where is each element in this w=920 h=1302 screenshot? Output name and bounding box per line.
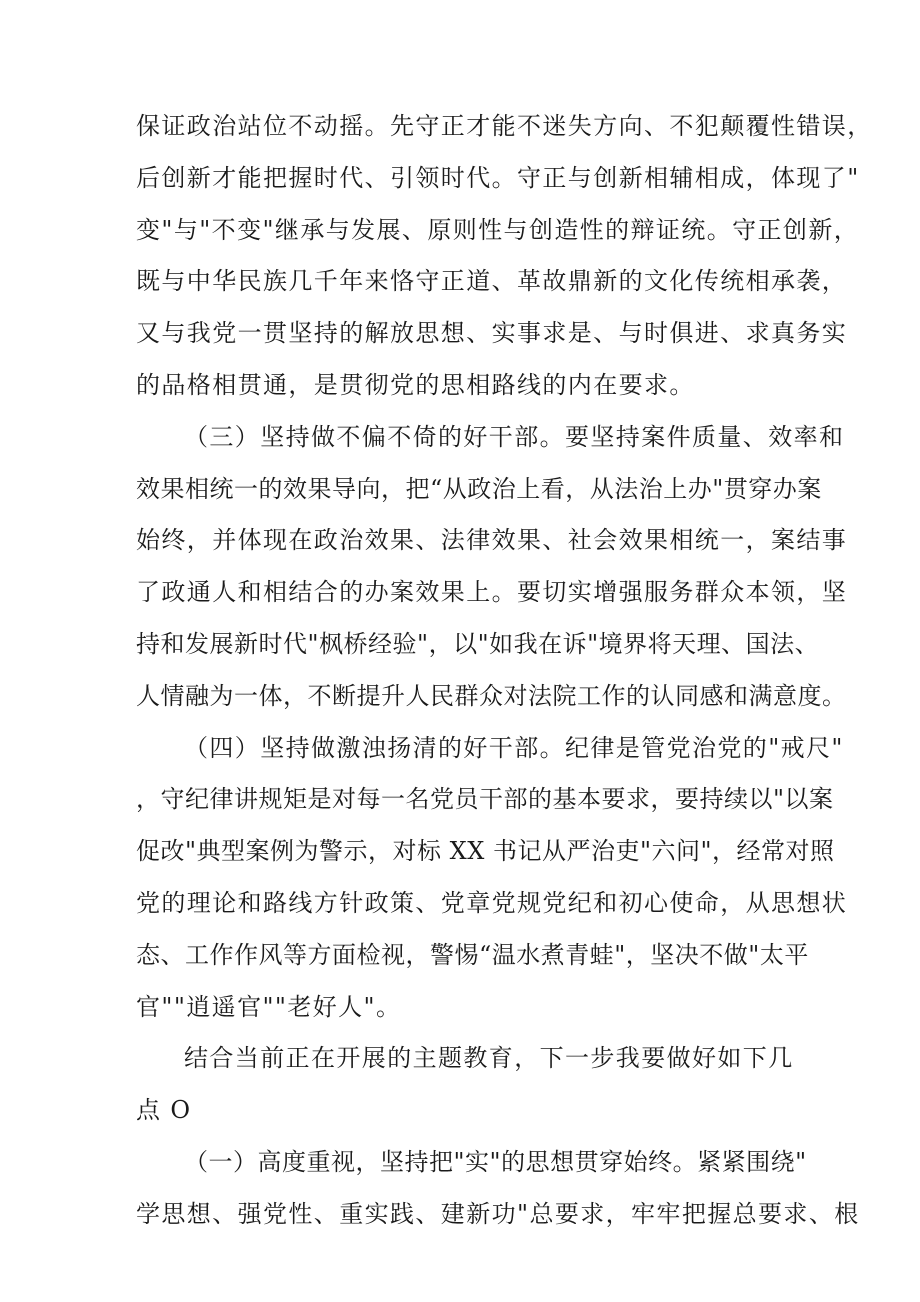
text-line: 点 O — [136, 1096, 192, 1124]
paragraph-heading-1: （一）高度重视，坚持把"实"的思想贯穿始终。紧紧围绕" — [184, 1148, 807, 1176]
text-line: 效果相统一的效果导向，把“从政治上看，从法治上办"贯穿办案 — [136, 475, 822, 503]
text-line: 官""逍遥官""老好人"。 — [136, 993, 402, 1021]
paragraph-heading-4: （四）坚持做激浊扬清的好干部。纪律是管党治党的"戒尺" — [184, 734, 844, 762]
text-line: 学思想、强党性、重实践、建新功"总要求，牢牢把握总要求、根 — [136, 1200, 860, 1228]
text-line: 变"与"不变"继承与发展、原则性与创造性的辩证统。守正创新， — [136, 216, 860, 244]
text-line: 又与我党一贯坚持的解放思想、实事求是、与时俱进、求真务实 — [136, 319, 848, 347]
text-line: ，守纪律讲规矩是对每一名党员干部的基本要求，要持续以"以案 — [136, 785, 834, 813]
text-line: 后创新才能把握时代、引领时代。守正与创新相辅相成，体现了" — [136, 164, 860, 192]
text-line: 始终，并体现在政治效果、法律效果、社会效果相统一，案结事 — [136, 526, 848, 554]
text-line: 持和发展新时代"枫桥经验"，以"如我在诉"境界将天理、国法、 — [136, 630, 820, 658]
text-line: 态、工作作风等方面检视，警惕“温水煮青蛙"，坚决不做"太平 — [136, 941, 809, 969]
text-line: 结合当前正在开展的主题教育，下一步我要做好如下几 — [184, 1044, 794, 1072]
text-line: 促改"典型案例为警示，对标 XX 书记从严治吏"六问"，经常对照 — [136, 837, 835, 865]
text-line: 了政通人和相结合的办案效果上。要切实增强服务群众本领，坚 — [136, 578, 848, 606]
text-line: 保证政治站位不动摇。先守正才能不迷失方向、不犯颠覆性错误， — [136, 112, 873, 140]
text-line: 既与中华民族几千年来恪守正道、革故鼎新的文化传统相承袭， — [136, 267, 848, 295]
text-line: 人情融为一体，不断提升人民群众对法院工作的认同感和满意度。 — [136, 682, 847, 710]
text-line: 党的理论和路线方针政策、党章党规党纪和初心使命，从思想状 — [136, 889, 848, 917]
paragraph-heading-3: （三）坚持做不偏不倚的好干部。要坚持案件质量、效率和 — [184, 423, 845, 451]
text-line: 的品格相贯通，是贯彻党的思相路线的内在要求。 — [136, 371, 695, 399]
